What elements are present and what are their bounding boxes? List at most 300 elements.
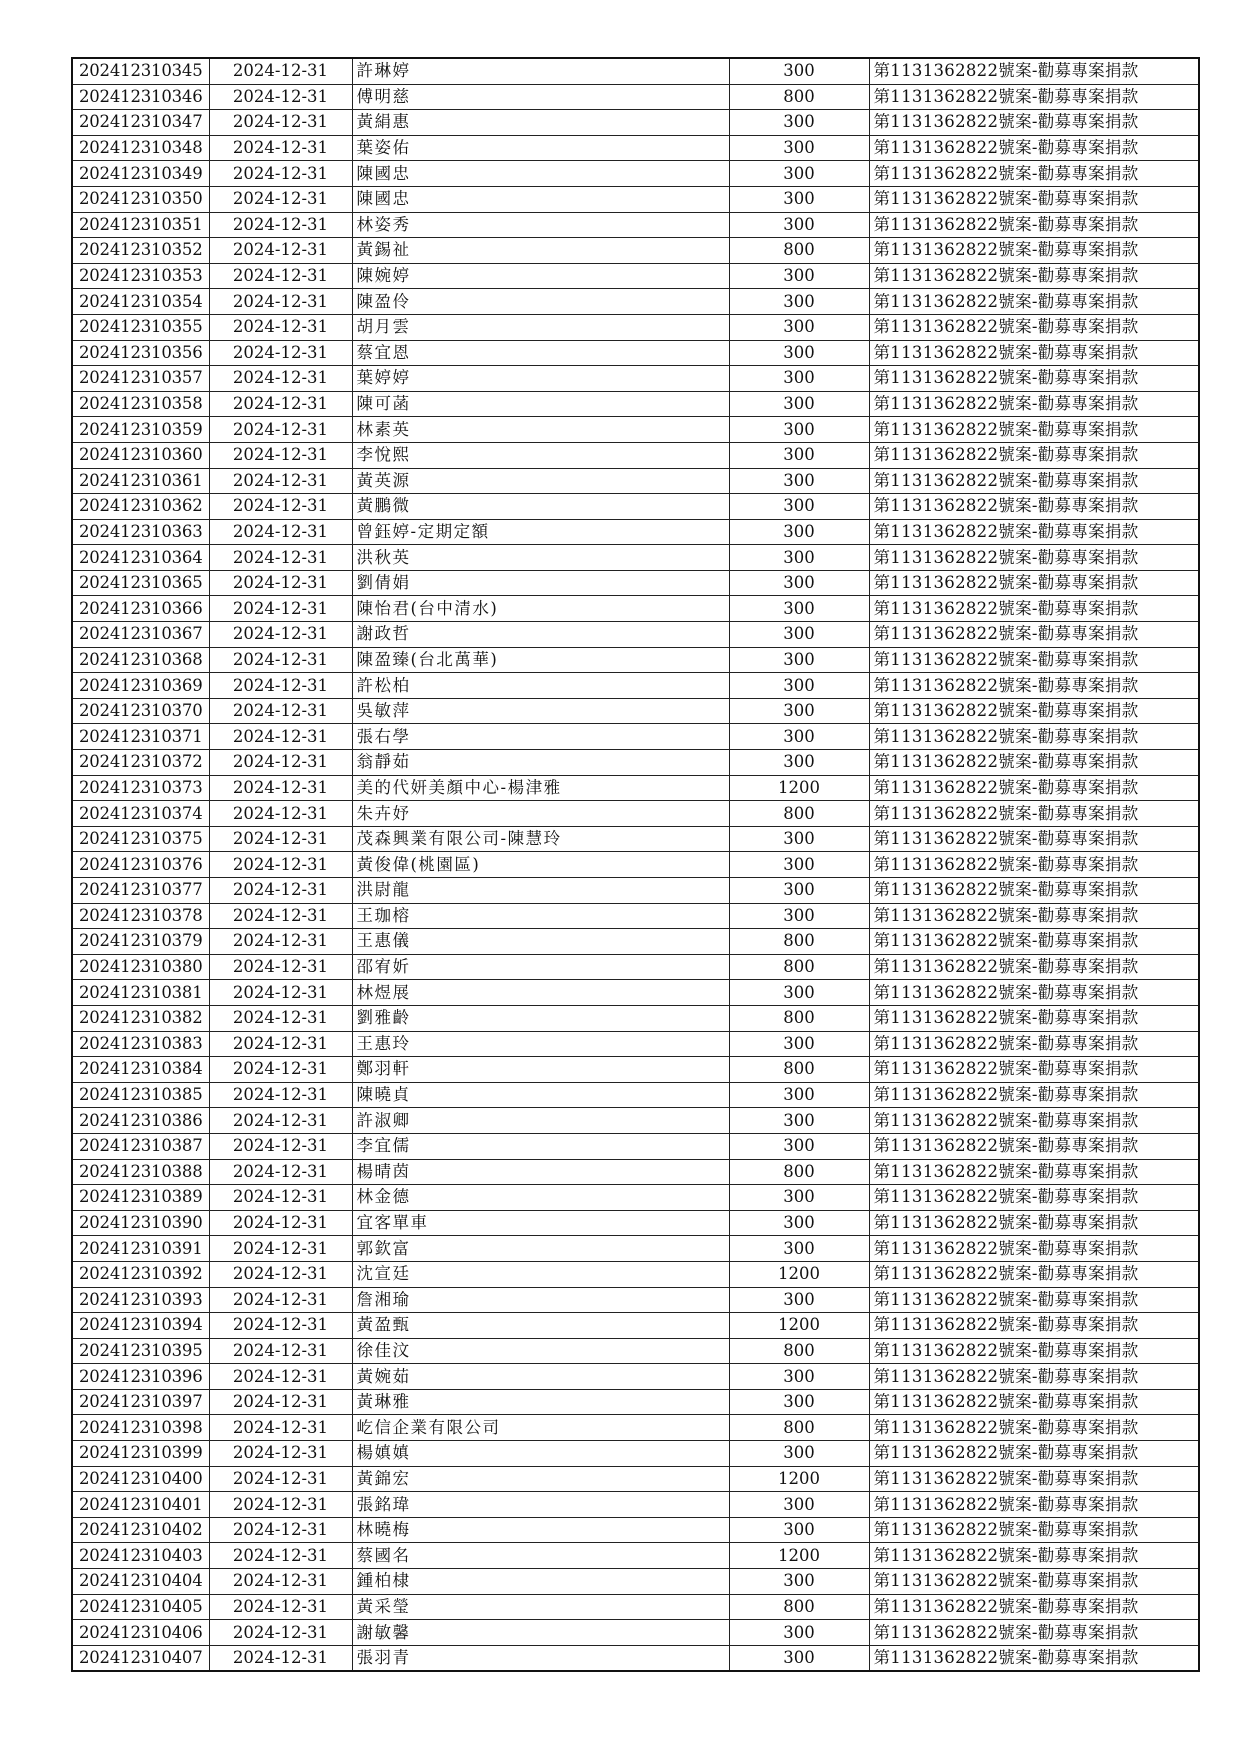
table-row <box>72 519 1199 545</box>
donation-amount-cell: 300 <box>729 1492 869 1518</box>
table-row <box>72 314 1199 340</box>
donation-amount-cell: 300 <box>729 391 869 417</box>
donor-name-cell: 屹信企業有限公司 <box>352 1415 729 1441</box>
donor-name-cell: 陳國忠 <box>352 161 729 187</box>
donation-date-cell: 2024-12-31 <box>209 1108 352 1134</box>
table-row <box>72 289 1199 315</box>
donation-note-cell: 第1131362822號案-勸募專案捐款 <box>869 801 1199 827</box>
donor-name-cell: 曾鈺婷-定期定額 <box>352 519 729 545</box>
table-row <box>72 366 1199 392</box>
donor-name-cell: 鄭羽軒 <box>352 1057 729 1083</box>
donation-amount-cell: 300 <box>729 903 869 929</box>
donation-date-cell: 2024-12-31 <box>209 724 352 750</box>
donor-name-cell: 陳曉貞 <box>352 1082 729 1108</box>
donation-note-cell: 第1131362822號案-勸募專案捐款 <box>869 1236 1199 1262</box>
donation-amount-cell: 300 <box>729 878 869 904</box>
table-row <box>72 417 1199 443</box>
donation-note-cell: 第1131362822號案-勸募專案捐款 <box>869 929 1199 955</box>
donation-amount-cell: 1200 <box>729 1261 869 1287</box>
donation-date-cell: 2024-12-31 <box>209 698 352 724</box>
donation-note-cell: 第1131362822號案-勸募專案捐款 <box>869 596 1199 622</box>
donation-amount-cell: 300 <box>729 622 869 648</box>
table-row <box>72 1108 1199 1134</box>
donor-name-cell: 徐佳汶 <box>352 1338 729 1364</box>
table-row <box>72 1466 1199 1492</box>
donation-date-cell: 2024-12-31 <box>209 980 352 1006</box>
donation-date-cell: 2024-12-31 <box>209 161 352 187</box>
receipt-number-cell: 202412310407 <box>72 1645 209 1671</box>
table-row <box>72 1543 1199 1569</box>
donation-date-cell: 2024-12-31 <box>209 1031 352 1057</box>
donor-name-cell: 葉婷婷 <box>352 366 729 392</box>
donation-date-cell: 2024-12-31 <box>209 1287 352 1313</box>
donation-note-cell: 第1131362822號案-勸募專案捐款 <box>869 1108 1199 1134</box>
donor-name-cell: 謝敏馨 <box>352 1620 729 1646</box>
donation-note-cell: 第1131362822號案-勸募專案捐款 <box>869 622 1199 648</box>
donation-note-cell: 第1131362822號案-勸募專案捐款 <box>869 161 1199 187</box>
donation-note-cell: 第1131362822號案-勸募專案捐款 <box>869 1082 1199 1108</box>
donor-name-cell: 吳敏萍 <box>352 698 729 724</box>
table-row <box>72 750 1199 776</box>
donation-amount-cell: 300 <box>729 1108 869 1134</box>
donor-name-cell: 張右學 <box>352 724 729 750</box>
table-row <box>72 1645 1199 1671</box>
donation-amount-cell: 300 <box>729 698 869 724</box>
table-row <box>72 391 1199 417</box>
donation-amount-cell: 800 <box>729 801 869 827</box>
donation-amount-cell: 300 <box>729 980 869 1006</box>
donation-amount-cell: 300 <box>729 596 869 622</box>
donor-name-cell: 王惠儀 <box>352 929 729 955</box>
donation-date-cell: 2024-12-31 <box>209 1645 352 1671</box>
donation-date-cell: 2024-12-31 <box>209 954 352 980</box>
receipt-number-cell: 202412310380 <box>72 954 209 980</box>
donation-amount-cell: 300 <box>729 519 869 545</box>
donor-name-cell: 林素英 <box>352 417 729 443</box>
table-row <box>72 58 1199 84</box>
donor-name-cell: 李悅熙 <box>352 442 729 468</box>
donor-name-cell: 葉姿佑 <box>352 135 729 161</box>
donor-name-cell: 陳國忠 <box>352 186 729 212</box>
donor-name-cell: 林曉梅 <box>352 1517 729 1543</box>
donation-note-cell: 第1131362822號案-勸募專案捐款 <box>869 1645 1199 1671</box>
donation-amount-cell: 300 <box>729 186 869 212</box>
donation-note-cell: 第1131362822號案-勸募專案捐款 <box>869 186 1199 212</box>
donor-name-cell: 洪尉龍 <box>352 878 729 904</box>
donation-amount-cell: 300 <box>729 135 869 161</box>
donation-amount-cell: 300 <box>729 442 869 468</box>
donor-name-cell: 宜客單車 <box>352 1210 729 1236</box>
donation-amount-cell: 800 <box>729 929 869 955</box>
table-row <box>72 468 1199 494</box>
donation-amount-cell: 300 <box>729 1389 869 1415</box>
donation-date-cell: 2024-12-31 <box>209 1441 352 1467</box>
donor-name-cell: 劉倩娟 <box>352 570 729 596</box>
donation-amount-cell: 300 <box>729 263 869 289</box>
donation-amount-cell: 800 <box>729 1415 869 1441</box>
donation-date-cell: 2024-12-31 <box>209 84 352 110</box>
table-row <box>72 1569 1199 1595</box>
donor-name-cell: 洪秋英 <box>352 545 729 571</box>
donor-name-cell: 李宜儒 <box>352 1133 729 1159</box>
receipt-number-cell: 202412310375 <box>72 826 209 852</box>
donor-name-cell: 陳盈伶 <box>352 289 729 315</box>
donation-amount-cell: 300 <box>729 110 869 136</box>
donation-amount-cell: 800 <box>729 954 869 980</box>
donation-date-cell: 2024-12-31 <box>209 110 352 136</box>
table-row <box>72 1057 1199 1083</box>
donation-date-cell: 2024-12-31 <box>209 212 352 238</box>
table-row <box>72 698 1199 724</box>
donation-note-cell: 第1131362822號案-勸募專案捐款 <box>869 1287 1199 1313</box>
receipt-number-cell: 202412310406 <box>72 1620 209 1646</box>
donor-name-cell: 翁靜茹 <box>352 750 729 776</box>
donation-note-cell: 第1131362822號案-勸募專案捐款 <box>869 263 1199 289</box>
donation-amount-cell: 300 <box>729 1569 869 1595</box>
donation-note-cell: 第1131362822號案-勸募專案捐款 <box>869 366 1199 392</box>
receipt-number-cell: 202412310348 <box>72 135 209 161</box>
donation-note-cell: 第1131362822號案-勸募專案捐款 <box>869 1005 1199 1031</box>
donation-date-cell: 2024-12-31 <box>209 750 352 776</box>
receipt-number-cell: 202412310361 <box>72 468 209 494</box>
donor-name-cell: 林煜展 <box>352 980 729 1006</box>
donor-name-cell: 黃俊偉(桃園區) <box>352 852 729 878</box>
receipt-number-cell: 202412310383 <box>72 1031 209 1057</box>
table-row <box>72 110 1199 136</box>
donation-note-cell: 第1131362822號案-勸募專案捐款 <box>869 1620 1199 1646</box>
receipt-number-cell: 202412310395 <box>72 1338 209 1364</box>
table-row <box>72 442 1199 468</box>
donation-date-cell: 2024-12-31 <box>209 878 352 904</box>
donation-note-cell: 第1131362822號案-勸募專案捐款 <box>869 545 1199 571</box>
donation-amount-cell: 300 <box>729 494 869 520</box>
donation-amount-cell: 300 <box>729 750 869 776</box>
donation-date-cell: 2024-12-31 <box>209 545 352 571</box>
receipt-number-cell: 202412310362 <box>72 494 209 520</box>
donation-date-cell: 2024-12-31 <box>209 263 352 289</box>
receipt-number-cell: 202412310386 <box>72 1108 209 1134</box>
donation-amount-cell: 300 <box>729 647 869 673</box>
donor-name-cell: 鍾柏棣 <box>352 1569 729 1595</box>
donation-amount-cell: 1200 <box>729 1313 869 1339</box>
donation-note-cell: 第1131362822號案-勸募專案捐款 <box>869 1492 1199 1518</box>
receipt-number-cell: 202412310392 <box>72 1261 209 1287</box>
donation-amount-cell: 300 <box>729 1133 869 1159</box>
receipt-number-cell: 202412310364 <box>72 545 209 571</box>
receipt-number-cell: 202412310346 <box>72 84 209 110</box>
table-row <box>72 238 1199 264</box>
donation-note-cell: 第1131362822號案-勸募專案捐款 <box>869 1057 1199 1083</box>
donor-name-cell: 謝政哲 <box>352 622 729 648</box>
donation-note-cell: 第1131362822號案-勸募專案捐款 <box>869 1517 1199 1543</box>
table-row <box>72 673 1199 699</box>
table-row <box>72 1082 1199 1108</box>
table-row <box>72 570 1199 596</box>
donation-note-cell: 第1131362822號案-勸募專案捐款 <box>869 1594 1199 1620</box>
donor-name-cell: 胡月雲 <box>352 314 729 340</box>
table-row <box>72 647 1199 673</box>
donation-amount-cell: 300 <box>729 1620 869 1646</box>
donor-name-cell: 黃錫祉 <box>352 238 729 264</box>
donor-name-cell: 茂森興業有限公司-陳慧玲 <box>352 826 729 852</box>
donation-date-cell: 2024-12-31 <box>209 186 352 212</box>
donation-date-cell: 2024-12-31 <box>209 1517 352 1543</box>
donation-amount-cell: 800 <box>729 1057 869 1083</box>
donation-date-cell: 2024-12-31 <box>209 622 352 648</box>
donor-name-cell: 黃絹惠 <box>352 110 729 136</box>
donation-date-cell: 2024-12-31 <box>209 1159 352 1185</box>
donation-note-cell: 第1131362822號案-勸募專案捐款 <box>869 238 1199 264</box>
table-row <box>72 1236 1199 1262</box>
donor-name-cell: 詹湘瑜 <box>352 1287 729 1313</box>
receipt-number-cell: 202412310389 <box>72 1185 209 1211</box>
donation-date-cell: 2024-12-31 <box>209 494 352 520</box>
donation-date-cell: 2024-12-31 <box>209 673 352 699</box>
donation-date-cell: 2024-12-31 <box>209 1236 352 1262</box>
table-row <box>72 186 1199 212</box>
donation-amount-cell: 300 <box>729 1185 869 1211</box>
receipt-number-cell: 202412310360 <box>72 442 209 468</box>
table-row <box>72 903 1199 929</box>
donation-note-cell: 第1131362822號案-勸募專案捐款 <box>869 1364 1199 1390</box>
donation-date-cell: 2024-12-31 <box>209 801 352 827</box>
donor-name-cell: 黃婉茹 <box>352 1364 729 1390</box>
donor-name-cell: 黃英源 <box>352 468 729 494</box>
donation-note-cell: 第1131362822號案-勸募專案捐款 <box>869 442 1199 468</box>
donor-name-cell: 楊嫃嫃 <box>352 1441 729 1467</box>
receipt-number-cell: 202412310396 <box>72 1364 209 1390</box>
receipt-number-cell: 202412310351 <box>72 212 209 238</box>
donation-date-cell: 2024-12-31 <box>209 1261 352 1287</box>
donation-table-body <box>72 58 1199 1671</box>
donation-date-cell: 2024-12-31 <box>209 417 352 443</box>
donation-note-cell: 第1131362822號案-勸募專案捐款 <box>869 826 1199 852</box>
receipt-number-cell: 202412310371 <box>72 724 209 750</box>
receipt-number-cell: 202412310381 <box>72 980 209 1006</box>
table-row <box>72 852 1199 878</box>
donation-note-cell: 第1131362822號案-勸募專案捐款 <box>869 1210 1199 1236</box>
donation-note-cell: 第1131362822號案-勸募專案捐款 <box>869 135 1199 161</box>
receipt-number-cell: 202412310353 <box>72 263 209 289</box>
receipt-number-cell: 202412310382 <box>72 1005 209 1031</box>
table-row <box>72 1031 1199 1057</box>
table-row <box>72 1415 1199 1441</box>
donation-amount-cell: 800 <box>729 1338 869 1364</box>
receipt-number-cell: 202412310359 <box>72 417 209 443</box>
donation-note-cell: 第1131362822號案-勸募專案捐款 <box>869 519 1199 545</box>
donation-note-cell: 第1131362822號案-勸募專案捐款 <box>869 698 1199 724</box>
donation-amount-cell: 300 <box>729 1517 869 1543</box>
donation-amount-cell: 300 <box>729 417 869 443</box>
donor-name-cell: 陳可菡 <box>352 391 729 417</box>
table-row <box>72 1338 1199 1364</box>
receipt-number-cell: 202412310384 <box>72 1057 209 1083</box>
receipt-number-cell: 202412310352 <box>72 238 209 264</box>
donation-note-cell: 第1131362822號案-勸募專案捐款 <box>869 212 1199 238</box>
donation-date-cell: 2024-12-31 <box>209 775 352 801</box>
donation-date-cell: 2024-12-31 <box>209 58 352 84</box>
donation-date-cell: 2024-12-31 <box>209 1082 352 1108</box>
receipt-number-cell: 202412310350 <box>72 186 209 212</box>
receipt-number-cell: 202412310391 <box>72 1236 209 1262</box>
table-row <box>72 545 1199 571</box>
donation-note-cell: 第1131362822號案-勸募專案捐款 <box>869 903 1199 929</box>
table-row <box>72 1313 1199 1339</box>
donor-name-cell: 劉雅齡 <box>352 1005 729 1031</box>
table-row <box>72 1389 1199 1415</box>
receipt-number-cell: 202412310370 <box>72 698 209 724</box>
donation-note-cell: 第1131362822號案-勸募專案捐款 <box>869 340 1199 366</box>
donation-note-cell: 第1131362822號案-勸募專案捐款 <box>869 84 1199 110</box>
donation-amount-cell: 300 <box>729 314 869 340</box>
table-row <box>72 84 1199 110</box>
donor-name-cell: 蔡國名 <box>352 1543 729 1569</box>
receipt-number-cell: 202412310363 <box>72 519 209 545</box>
donation-note-cell: 第1131362822號案-勸募專案捐款 <box>869 1466 1199 1492</box>
donor-name-cell: 傅明慈 <box>352 84 729 110</box>
donation-note-cell: 第1131362822號案-勸募專案捐款 <box>869 1569 1199 1595</box>
receipt-number-cell: 202412310387 <box>72 1133 209 1159</box>
donation-date-cell: 2024-12-31 <box>209 442 352 468</box>
donor-name-cell: 張羽青 <box>352 1645 729 1671</box>
donation-date-cell: 2024-12-31 <box>209 135 352 161</box>
donor-name-cell: 黃盈甄 <box>352 1313 729 1339</box>
donation-date-cell: 2024-12-31 <box>209 1415 352 1441</box>
table-row <box>72 954 1199 980</box>
donation-amount-cell: 1200 <box>729 1466 869 1492</box>
receipt-number-cell: 202412310394 <box>72 1313 209 1339</box>
donation-date-cell: 2024-12-31 <box>209 929 352 955</box>
donation-note-cell: 第1131362822號案-勸募專案捐款 <box>869 58 1199 84</box>
donation-note-cell: 第1131362822號案-勸募專案捐款 <box>869 1415 1199 1441</box>
table-row <box>72 340 1199 366</box>
table-row <box>72 1287 1199 1313</box>
receipt-number-cell: 202412310367 <box>72 622 209 648</box>
donation-amount-cell: 300 <box>729 1210 869 1236</box>
donation-amount-cell: 300 <box>729 1031 869 1057</box>
donation-note-cell: 第1131362822號案-勸募專案捐款 <box>869 1389 1199 1415</box>
donation-date-cell: 2024-12-31 <box>209 826 352 852</box>
donation-date-cell: 2024-12-31 <box>209 1005 352 1031</box>
donation-note-cell: 第1131362822號案-勸募專案捐款 <box>869 750 1199 776</box>
donation-note-cell: 第1131362822號案-勸募專案捐款 <box>869 1133 1199 1159</box>
donation-amount-cell: 300 <box>729 570 869 596</box>
receipt-number-cell: 202412310388 <box>72 1159 209 1185</box>
donation-date-cell: 2024-12-31 <box>209 647 352 673</box>
donation-date-cell: 2024-12-31 <box>209 1389 352 1415</box>
donation-note-cell: 第1131362822號案-勸募專案捐款 <box>869 1031 1199 1057</box>
donation-date-cell: 2024-12-31 <box>209 314 352 340</box>
donation-note-cell: 第1131362822號案-勸募專案捐款 <box>869 724 1199 750</box>
donation-amount-cell: 300 <box>729 852 869 878</box>
donation-date-cell: 2024-12-31 <box>209 1492 352 1518</box>
donation-amount-cell: 300 <box>729 58 869 84</box>
table-row <box>72 135 1199 161</box>
donor-name-cell: 許琳婷 <box>352 58 729 84</box>
table-row <box>72 878 1199 904</box>
donation-date-cell: 2024-12-31 <box>209 1594 352 1620</box>
donation-note-cell: 第1131362822號案-勸募專案捐款 <box>869 673 1199 699</box>
receipt-number-cell: 202412310397 <box>72 1389 209 1415</box>
donor-name-cell: 王珈榕 <box>352 903 729 929</box>
donation-note-cell: 第1131362822號案-勸募專案捐款 <box>869 391 1199 417</box>
donation-date-cell: 2024-12-31 <box>209 1543 352 1569</box>
table-row <box>72 1210 1199 1236</box>
table-row <box>72 980 1199 1006</box>
receipt-number-cell: 202412310368 <box>72 647 209 673</box>
donor-name-cell: 林金德 <box>352 1185 729 1211</box>
donation-note-cell: 第1131362822號案-勸募專案捐款 <box>869 1261 1199 1287</box>
donation-note-cell: 第1131362822號案-勸募專案捐款 <box>869 468 1199 494</box>
donation-amount-cell: 300 <box>729 1364 869 1390</box>
donation-amount-cell: 1200 <box>729 1543 869 1569</box>
donor-name-cell: 朱卉妤 <box>352 801 729 827</box>
donation-amount-cell: 300 <box>729 724 869 750</box>
donation-date-cell: 2024-12-31 <box>209 1210 352 1236</box>
donation-note-cell: 第1131362822號案-勸募專案捐款 <box>869 1185 1199 1211</box>
table-row <box>72 1492 1199 1518</box>
table-row <box>72 1517 1199 1543</box>
table-row <box>72 1594 1199 1620</box>
donation-date-cell: 2024-12-31 <box>209 903 352 929</box>
receipt-number-cell: 202412310378 <box>72 903 209 929</box>
table-row <box>72 1620 1199 1646</box>
donor-name-cell: 邵宥妡 <box>352 954 729 980</box>
donation-note-cell: 第1131362822號案-勸募專案捐款 <box>869 314 1199 340</box>
donation-amount-cell: 300 <box>729 340 869 366</box>
table-row <box>72 801 1199 827</box>
donation-date-cell: 2024-12-31 <box>209 1338 352 1364</box>
donation-amount-cell: 300 <box>729 1236 869 1262</box>
donation-date-cell: 2024-12-31 <box>209 570 352 596</box>
donor-name-cell: 郭欽富 <box>352 1236 729 1262</box>
donation-amount-cell: 300 <box>729 1287 869 1313</box>
receipt-number-cell: 202412310393 <box>72 1287 209 1313</box>
donor-name-cell: 黃錦宏 <box>352 1466 729 1492</box>
donor-name-cell: 陳盈臻(台北萬華) <box>352 647 729 673</box>
donation-amount-cell: 800 <box>729 1159 869 1185</box>
receipt-number-cell: 202412310377 <box>72 878 209 904</box>
receipt-number-cell: 202412310366 <box>72 596 209 622</box>
receipt-number-cell: 202412310374 <box>72 801 209 827</box>
table-row <box>72 1005 1199 1031</box>
table-row <box>72 775 1199 801</box>
donor-name-cell: 許松柏 <box>352 673 729 699</box>
table-row <box>72 1364 1199 1390</box>
donor-name-cell: 林姿秀 <box>352 212 729 238</box>
donor-name-cell: 許淑卿 <box>352 1108 729 1134</box>
receipt-number-cell: 202412310398 <box>72 1415 209 1441</box>
table-row <box>72 212 1199 238</box>
donation-amount-cell: 300 <box>729 1082 869 1108</box>
donation-date-cell: 2024-12-31 <box>209 1057 352 1083</box>
donation-amount-cell: 300 <box>729 545 869 571</box>
receipt-number-cell: 202412310402 <box>72 1517 209 1543</box>
donation-note-cell: 第1131362822號案-勸募專案捐款 <box>869 570 1199 596</box>
receipt-number-cell: 202412310356 <box>72 340 209 366</box>
donor-name-cell: 黃鵬微 <box>352 494 729 520</box>
table-row <box>72 1133 1199 1159</box>
donation-date-cell: 2024-12-31 <box>209 1620 352 1646</box>
donation-note-cell: 第1131362822號案-勸募專案捐款 <box>869 289 1199 315</box>
donor-name-cell: 陳婉婷 <box>352 263 729 289</box>
donation-note-cell: 第1131362822號案-勸募專案捐款 <box>869 1441 1199 1467</box>
table-row <box>72 596 1199 622</box>
donation-amount-cell: 300 <box>729 161 869 187</box>
receipt-number-cell: 202412310372 <box>72 750 209 776</box>
donation-note-cell: 第1131362822號案-勸募專案捐款 <box>869 1159 1199 1185</box>
donation-note-cell: 第1131362822號案-勸募專案捐款 <box>869 417 1199 443</box>
